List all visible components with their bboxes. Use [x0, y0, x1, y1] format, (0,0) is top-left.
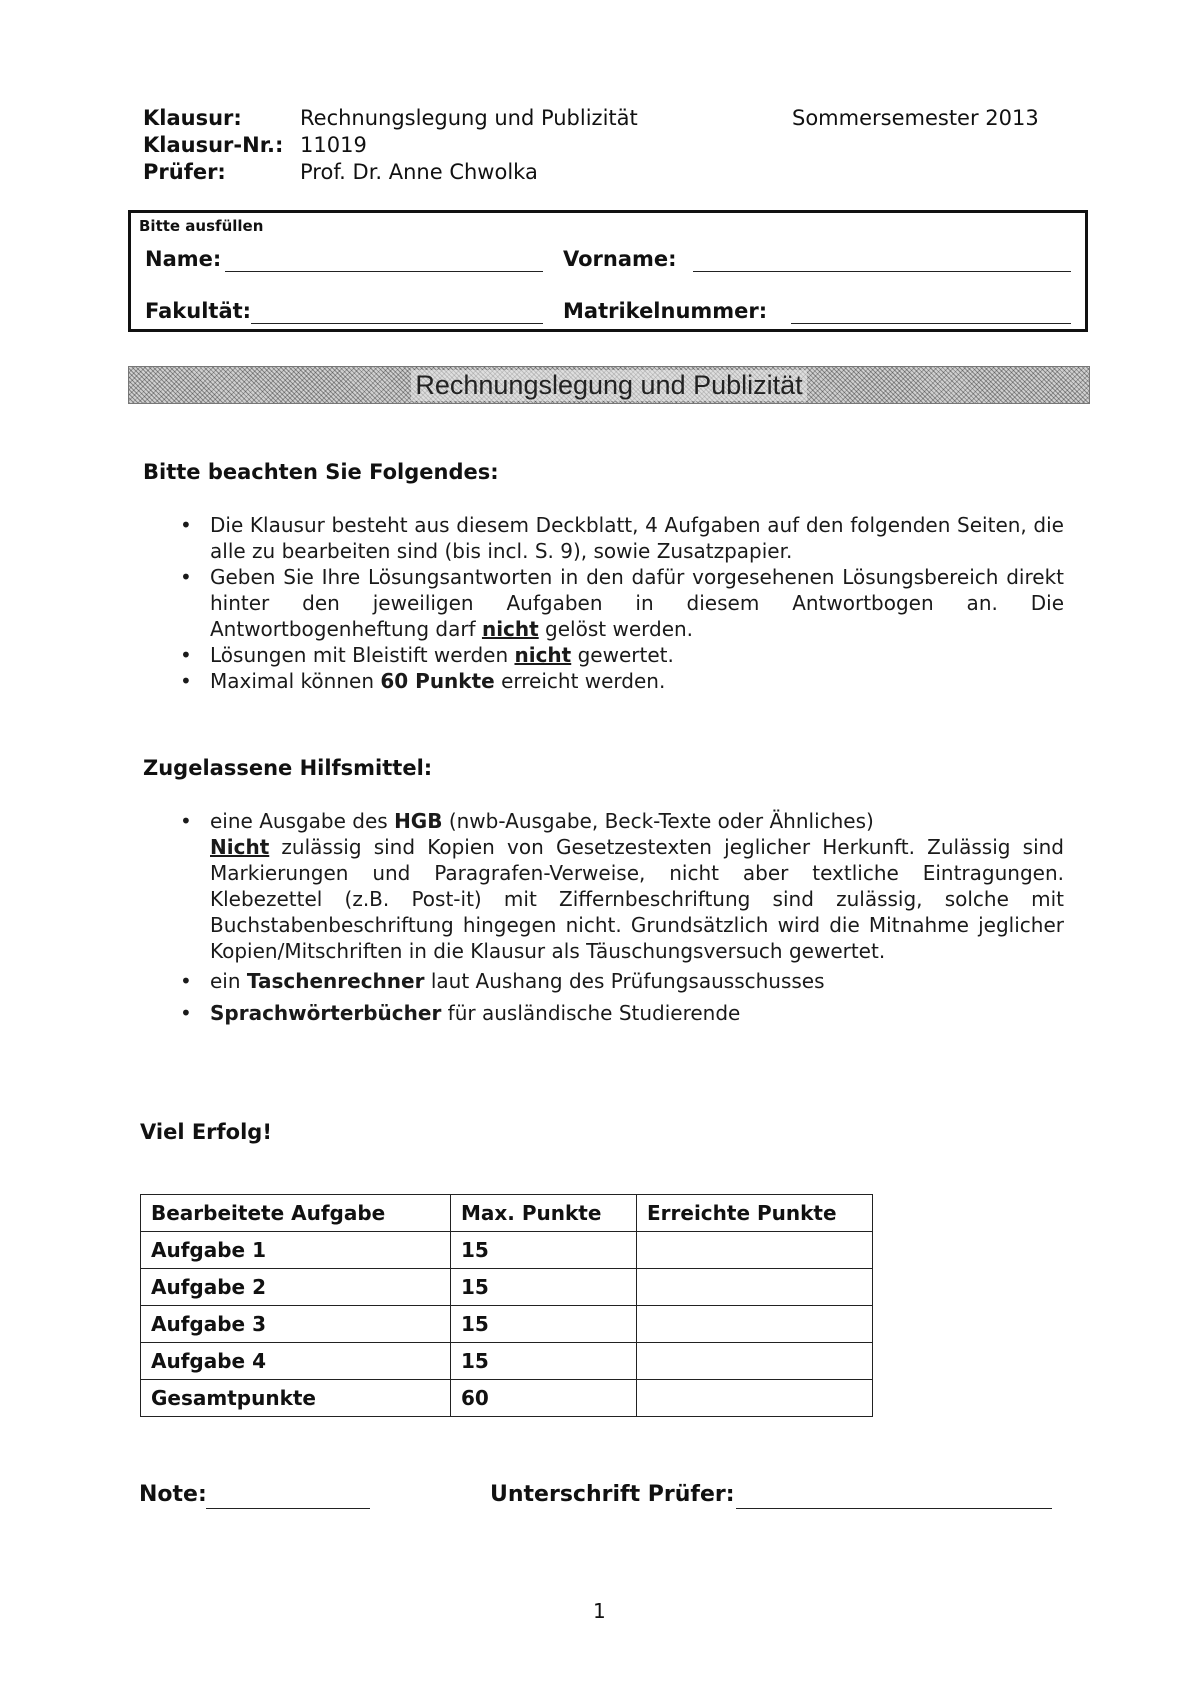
matrikel-label: Matrikelnummer: — [563, 299, 768, 323]
student-info-box — [128, 210, 1088, 332]
exam-number-label: Klausur-Nr.: — [143, 133, 284, 157]
task-name: Aufgabe 2 — [141, 1269, 451, 1306]
max-points: 15 — [451, 1232, 637, 1269]
banner-title: Rechnungslegung und Publizität — [411, 370, 806, 401]
notes-heading: Bitte beachten Sie Folgendes: — [143, 460, 499, 484]
page-number: 1 — [593, 1599, 606, 1623]
table-row — [141, 1343, 873, 1380]
fill-caption: Bitte ausfüllen — [139, 217, 264, 235]
table-row — [141, 1269, 873, 1306]
note-item: • Geben Sie Ihre Lösungsantworten in den dafür vorgesehenen Lösungsbereich direkt hinter den jeweiligen Aufgaben in diesem Antwortbogen an. Die Antwortbogenheftung darf nicht gelöst werden. — [130, 564, 1064, 642]
exam-number: 11019 — [300, 133, 367, 157]
achieved-points-cell[interactable] — [637, 1232, 873, 1269]
max-points: 60 — [451, 1380, 637, 1417]
task-name: Gesamtpunkte — [141, 1380, 451, 1417]
notes-list — [130, 512, 1064, 694]
col-header-achieved: Erreichte Punkte — [637, 1195, 873, 1232]
grade-field[interactable] — [206, 1508, 370, 1509]
grade-label: Note: — [139, 1482, 207, 1507]
matrikel-field[interactable] — [791, 323, 1071, 324]
aids-heading: Zugelassene Hilfsmittel: — [143, 756, 433, 780]
name-field[interactable] — [225, 271, 543, 272]
name-label: Name: — [145, 247, 222, 271]
semester: Sommersemester 2013 — [792, 106, 1039, 130]
course-banner — [128, 366, 1090, 404]
examiner-label: Prüfer: — [143, 160, 226, 184]
achieved-points-cell[interactable] — [637, 1380, 873, 1417]
max-points: 15 — [451, 1269, 637, 1306]
task-name: Aufgabe 1 — [141, 1232, 451, 1269]
table-header-row — [141, 1195, 873, 1232]
aids-list — [130, 808, 1064, 1026]
note-item: • Die Klausur besteht aus diesem Deckblatt, 4 Aufgaben auf den folgenden Seiten, die alle zu bearbeiten sind (bis incl. S. 9), sowie Zusatzpapier. — [130, 512, 1064, 564]
exam-label: Klausur: — [143, 106, 242, 130]
exam-title: Rechnungslegung und Publizität — [300, 106, 638, 130]
task-name: Aufgabe 4 — [141, 1343, 451, 1380]
table-row — [141, 1306, 873, 1343]
vorname-field[interactable] — [693, 271, 1071, 272]
achieved-points-cell[interactable] — [637, 1306, 873, 1343]
fakultaet-label: Fakultät: — [145, 299, 252, 323]
fakultaet-field[interactable] — [251, 323, 543, 324]
examiner: Prof. Dr. Anne Chwolka — [300, 160, 538, 184]
aid-item: • ein Taschenrechner laut Aushang des Prüfungsausschusses — [130, 968, 1064, 994]
max-points: 15 — [451, 1306, 637, 1343]
aid-item: • eine Ausgabe des HGB (nwb-Ausgabe, Beck-Texte oder Ähnliches) Nicht zulässig sind Kopien von Gesetzestexten jeglicher Herkunft. Zulässig sind Markierungen und Paragrafen-Verweise, nicht aber textliche Eintragungen. Klebezettel (z.B. Post-it) mit Ziffernbeschriftung sind zulässig, solche mit Buchstabenbeschriftung hingegen nicht. Grundsätzlich wird die Mitnahme jeglicher Kopien/Mitschriften in die Klausur als Täuschungsversuch gewertet. — [130, 808, 1064, 964]
table-row — [141, 1380, 873, 1417]
aid-item: • Sprachwörterbücher für ausländische Studierende — [130, 1000, 1064, 1026]
col-header-max: Max. Punkte — [451, 1195, 637, 1232]
note-item: • Lösungen mit Bleistift werden nicht gewertet. — [130, 642, 1064, 668]
signature-label: Unterschrift Prüfer: — [490, 1482, 735, 1507]
note-item: • Maximal können 60 Punkte erreicht werden. — [130, 668, 1064, 694]
score-table — [140, 1194, 873, 1417]
signature-field[interactable] — [736, 1508, 1052, 1509]
achieved-points-cell[interactable] — [637, 1269, 873, 1306]
max-points: 15 — [451, 1343, 637, 1380]
col-header-task: Bearbeitete Aufgabe — [141, 1195, 451, 1232]
achieved-points-cell[interactable] — [637, 1343, 873, 1380]
closing-text: Viel Erfolg! — [140, 1120, 272, 1144]
task-name: Aufgabe 3 — [141, 1306, 451, 1343]
table-row — [141, 1232, 873, 1269]
vorname-label: Vorname: — [563, 247, 677, 271]
